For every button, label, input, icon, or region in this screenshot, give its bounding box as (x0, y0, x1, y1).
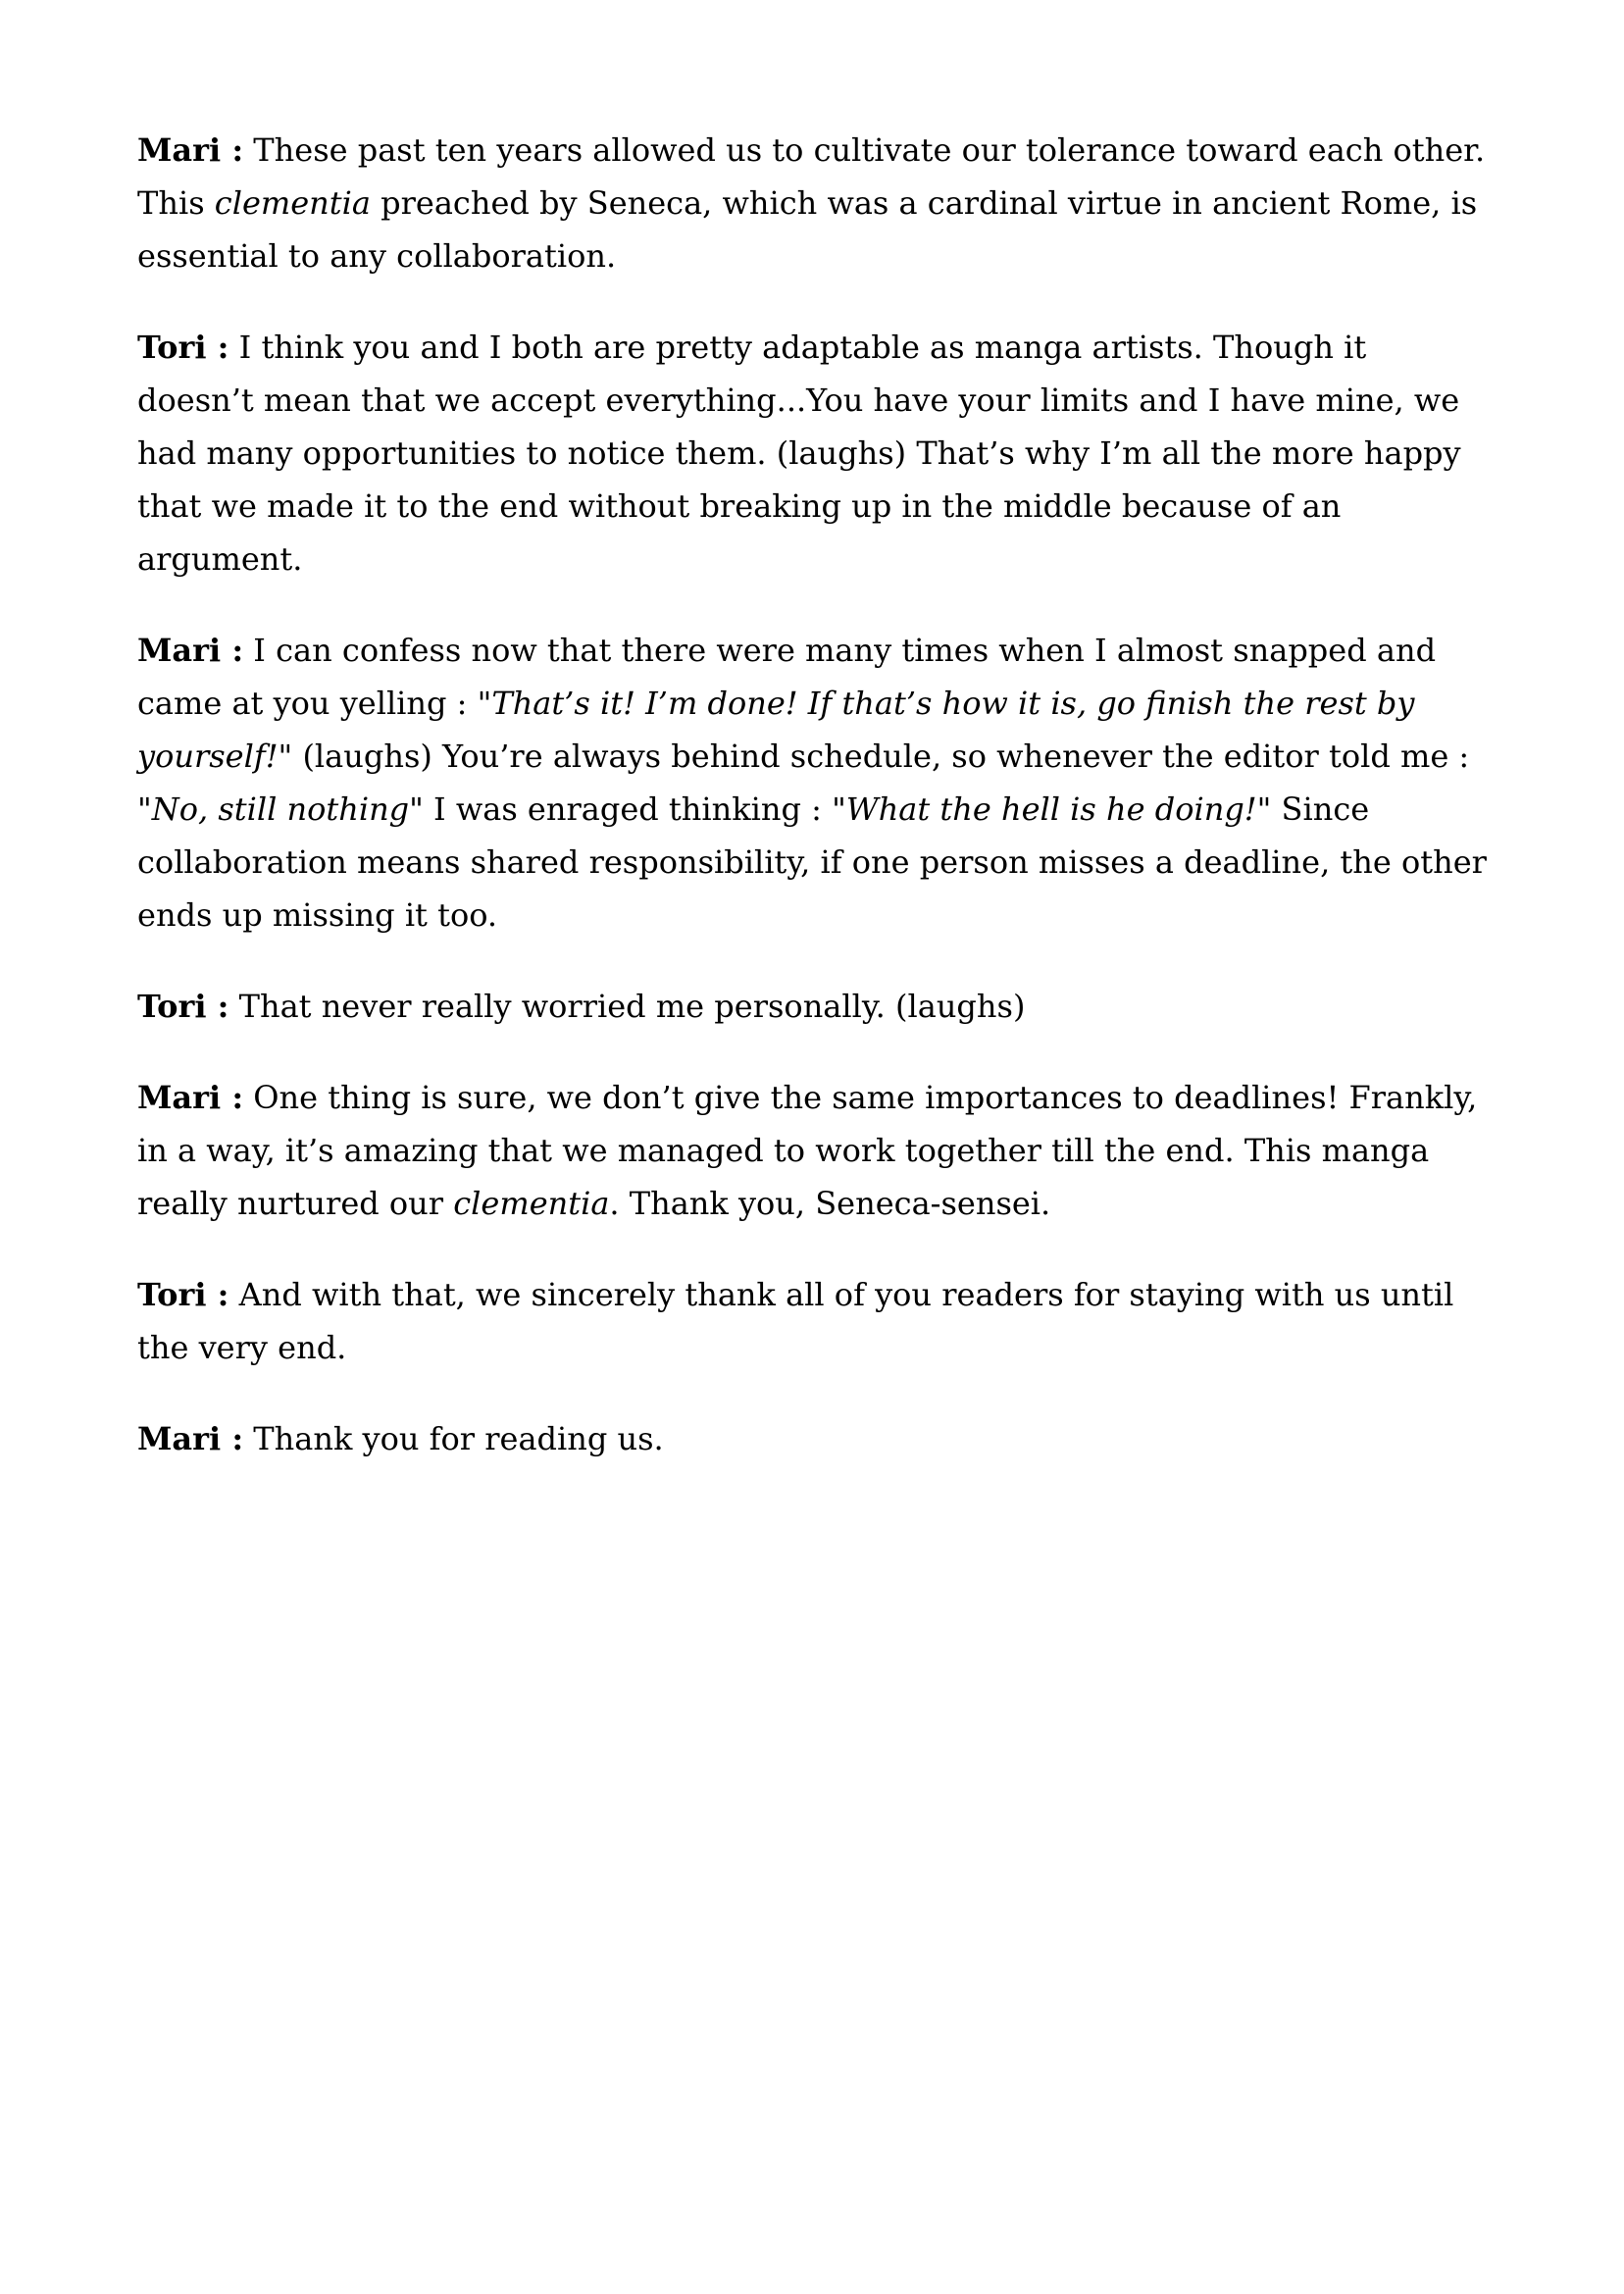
speaker-label: Mari : (137, 131, 244, 169)
dialogue-text: . Thank you, Seneca-sensei. (609, 1185, 1051, 1222)
dialogue-text: preached by Seneca, which was a cardinal virtue in ancient Rome, is essential to any collaboration. (137, 184, 1478, 275)
dialogue-paragraph (137, 980, 1487, 1033)
speaker-label: Mari : (137, 632, 244, 669)
speaker-label: Mari : (137, 1079, 244, 1116)
quoted-italic-text: "No, still nothing" (137, 790, 424, 828)
dialogue-paragraph (137, 624, 1487, 942)
dialogue-text: I was enraged thinking : (423, 790, 833, 828)
interview-transcript (137, 124, 1487, 1465)
dialogue-paragraph (137, 321, 1487, 586)
dialogue-text: These past ten years allowed us to cultivate our tolerance toward each other. This (137, 131, 1486, 222)
dialogue-paragraph (137, 124, 1487, 282)
quoted-italic-text: "That’s it! I’m done! If that’s how it is, go finish the rest by yourself!" (137, 685, 1415, 775)
dialogue-paragraph (137, 1412, 1487, 1465)
dialogue-text: That never really worried me personally. (laughs) (228, 988, 1026, 1025)
dialogue-paragraph (137, 1071, 1487, 1230)
dialogue-text: Since collaboration means shared responsibility, if one person misses a deadline, the other ends up missing it too. (137, 790, 1487, 934)
speaker-label: Mari : (137, 1420, 244, 1457)
speaker-label: Tori : (137, 329, 229, 366)
quoted-italic-text: clementia (214, 184, 371, 222)
dialogue-text: I can confess now that there were many times when I almost snapped and came at you yelling : (137, 632, 1437, 722)
dialogue-text: One thing is sure, we don’t give the same importances to deadlines! Frankly, in a way, it’s amazing that we managed to work together till the end. This manga really nurtured our (137, 1079, 1478, 1222)
dialogue-text: Thank you for reading us. (243, 1420, 664, 1457)
dialogue-text: I think you and I both are pretty adaptable as manga artists. Though it doesn’t mean that we accept everything...You have your limits and I have mine, we had many opportunities to notice them. (laughs) That’s why I’m all the more happy that we made it to the end without breaking up in the middle because of an argument. (137, 329, 1461, 578)
dialogue-paragraph (137, 1268, 1487, 1374)
quoted-italic-text: clementia (453, 1185, 610, 1222)
dialogue-text: And with that, we sincerely thank all of you readers for staying with us until the very end. (137, 1276, 1454, 1366)
quoted-italic-text: "What the hell is he doing!" (832, 790, 1272, 828)
speaker-label: Tori : (137, 1276, 229, 1313)
speaker-label: Tori : (137, 988, 229, 1025)
dialogue-text: (laughs) You’re always behind schedule, so whenever the editor told me : (292, 738, 1470, 775)
